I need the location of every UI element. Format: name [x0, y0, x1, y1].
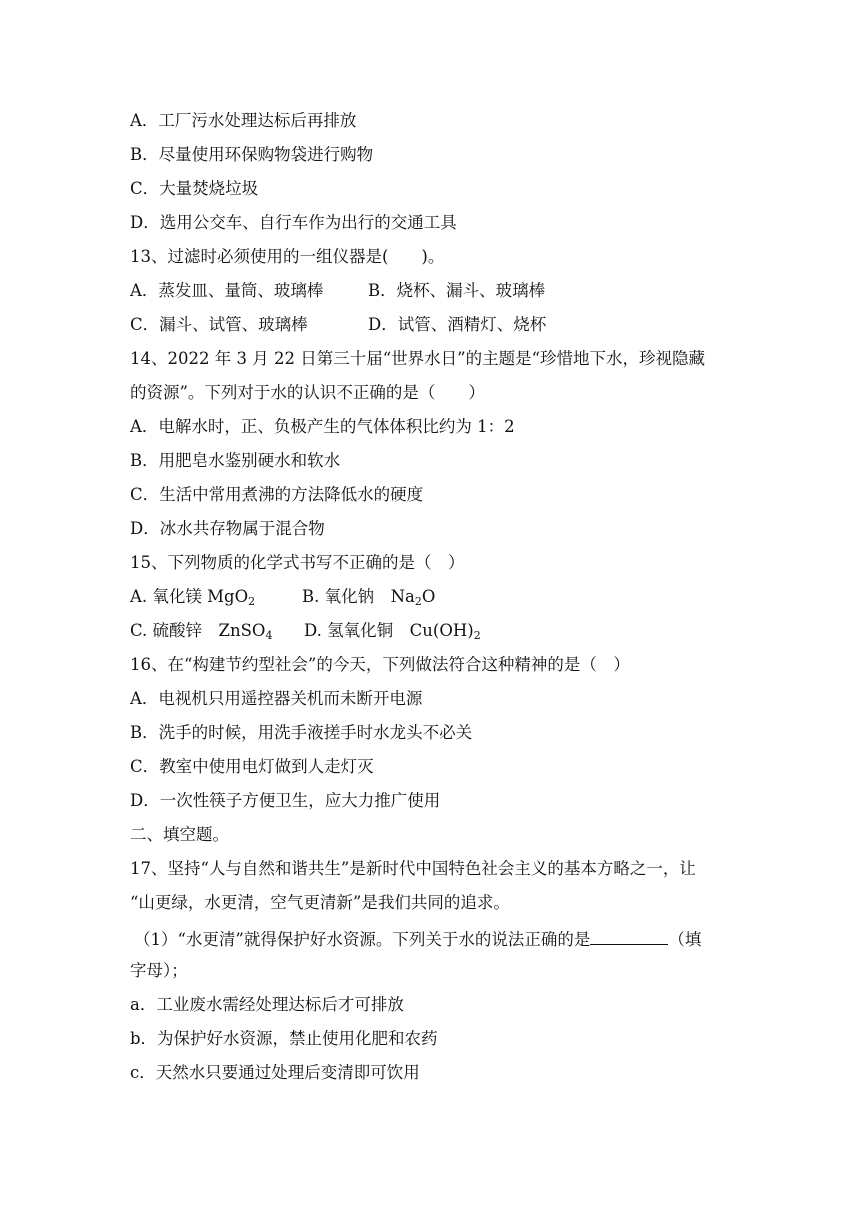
q15-option-c: C. 硫酸锌 ZnSO$_4$: [130, 621, 273, 642]
q17-sub1-line1: （1）“水更清”就得保护好水资源。下列关于水的说法正确的是 （填: [134, 927, 701, 947]
q16-option-d: D．一次性筷子方便卫生，应大力推广使用: [130, 791, 441, 810]
q12-option-c: C．大量焚烧垃圾: [130, 179, 259, 198]
q15-option-b: B. 氧化钠 $Na_2O$: [302, 587, 436, 608]
q12-option-d: D．选用公交车、自行车作为出行的交通工具: [130, 213, 457, 232]
q17-stem-line1: 17、坚持“人与自然和谐共生”是新时代中国特色社会主义的基本方略之一，让: [130, 859, 696, 878]
q13-stem: 13、过滤时必须使用的一组仪器是( )。: [130, 247, 445, 266]
q13-option-b: B．烧杯、漏斗、玻璃棒: [368, 281, 546, 300]
q14-option-a: A．电解水时，正、负极产生的气体体积比约为 1：2: [130, 417, 515, 436]
q15-option-d: D. 氢氧化铜 $Cu(OH)_2$: [304, 621, 481, 642]
q14-stem-line2: 的资源”。下列对于水的认识不正确的是（ ）: [130, 383, 485, 402]
q15-option-a: A. 氧化镁 MgO$_2$: [130, 587, 256, 608]
q16-option-c: C．教室中使用电灯做到人走灯灭: [130, 757, 374, 776]
q16-option-a: A．电视机只用遥控器关机而未断开电源: [130, 689, 423, 708]
q13-option-d: D．试管、酒精灯、烧杯: [368, 315, 547, 334]
q16-option-b: B．洗手的时候，用洗手液搓手时水龙头不必关: [130, 723, 473, 742]
q17-option-c: c．天然水只要通过处理后变清即可饮用: [130, 1063, 420, 1082]
q17-option-b: b．为保护好水资源，禁止使用化肥和农药: [130, 1029, 438, 1048]
q17-sub1-line2: 字母）；: [130, 961, 188, 980]
q13-option-c: C．漏斗、试管、玻璃棒: [130, 315, 308, 334]
q16-stem: 16、在“构建节约型社会”的今天，下列做法符合这种精神的是（ ）: [130, 655, 630, 674]
q14-option-c: C．生活中常用煮沸的方法降低水的硬度: [130, 485, 424, 504]
q13-option-a: A．蒸发皿、量筒、玻璃棒: [130, 281, 324, 300]
q17-stem-line2: “山更绿，水更清，空气更清新”是我们共同的追求。: [130, 893, 510, 912]
q14-option-d: D．冰水共存物属于混合物: [130, 519, 325, 538]
answer-blank: [590, 927, 668, 945]
q15-stem: 15、下列物质的化学式书写不正确的是（ ）: [130, 553, 465, 572]
q14-stem-line1: 14、2022 年 3 月 22 日第三十届“世界水日”的主题是“珍惜地下水，珍视隐藏: [130, 349, 706, 368]
q12-option-a: A．工厂污水处理达标后再排放: [130, 111, 357, 130]
q17-option-a: a．工业废水需经处理达标后才可排放: [130, 995, 404, 1014]
q12-option-b: B．尽量使用环保购物袋进行购物: [130, 145, 374, 164]
q14-option-b: B．用肥皂水鉴别硬水和软水: [130, 451, 341, 470]
section-heading-fill-in: 二、填空题。: [130, 825, 229, 844]
